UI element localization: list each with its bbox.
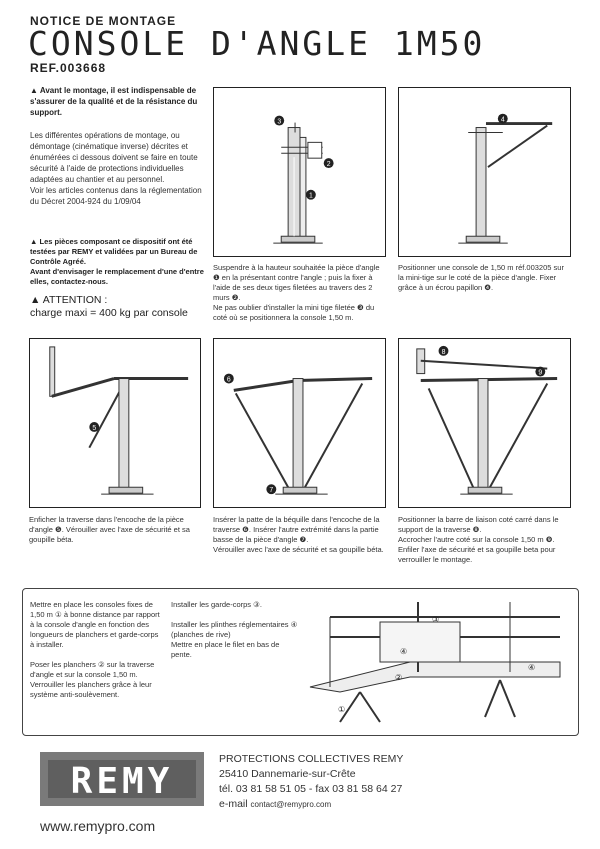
step-3-illustration [29,338,201,508]
step-2-drawing [399,88,570,256]
intro-decree: Voir les articles contenus dans la réglementation du Décret 2004-924 du 1/09/04 [30,186,202,206]
step-4-text: Insérer la patte de la béquille dans l'encoche de la traverse ❻. Insérer l'autre extrémité dans la partie basse de la pièce d'angle ❼. [213,515,380,544]
label-console: ① [338,705,346,714]
intro-paragraph: Les différentes opérations de montage, ou démontage (cinématique inverse) décrites et énumérées ci dessous doivent se faire en toute sécurité à l'aide de protections individuelles adaptées au chantier et au personnel. [30,131,198,184]
intro-text [30,130,206,207]
step-3-caption: Enficher la traverse dans l'encoche de la pièce d'angle ❺. Vérouiller avec l'axe de sécurité et sa goupille béta. [29,515,190,544]
badge-4: 4 [500,116,505,124]
label-plinthe-top: ④ [400,647,408,656]
step-5-illustration [398,338,571,508]
badge-7: 7 [269,487,274,495]
step-1-text-2: Ne pas oublier d'installer la mini tige filetée ❸ du coté où se positionnera la console 1,50 m. [213,303,375,322]
step-4-text-2: Vérouiller avec l'axe de sécurité et sa goupille béta. [213,545,384,554]
step-3-drawing [30,339,200,507]
label-garde-corps: ③ [432,615,440,624]
page-title: CONSOLE D'ANGLE 1M50 [28,24,486,63]
step-1-illustration [213,87,386,257]
step-5-drawing [399,339,570,507]
final-step-consoles: Mettre en place les consoles fixes de 1,50 m ① à bonne distance par rapport à la console d'angle en fonction des longueurs de planchers et garde-corps à installer. [30,600,160,649]
remy-logo [40,752,204,806]
final-step-garde-corps: Installer les garde-corps ③. [171,600,262,609]
company-phone: tél. 03 81 58 51 05 - fax 03 81 58 64 27 [219,783,403,795]
warning-tested-text: ▲ Les pièces composant ce dispositif ont été testées par REMY et validées par un Bureau de Contrôle Agréé. [30,237,198,266]
reference-number: REF.003668 [30,61,107,75]
badge-6: 6 [226,376,231,384]
step-1-caption [213,263,386,323]
logo-drawing [40,752,204,806]
final-step-planchers: Poser les planchers ② sur la traverse d'angle et sur la console 1,50 m. [30,660,155,679]
email-label: e-mail [219,798,248,810]
final-steps-column-1 [30,600,164,700]
badge-3: 3 [277,118,282,126]
step-5-caption [398,515,573,565]
step-2-illustration [398,87,571,257]
final-assembly-illustration [300,592,576,732]
notice-label: NOTICE DE MONTAGE [30,14,177,28]
attention-charge: charge maxi = 400 kg par console [30,307,188,319]
step-1-drawing [214,88,385,256]
step-1-text: Suspendre à la hauteur souhaitée la pièce d'angle ❶ en la présentant contre l'angle ; puis la fixer à l'aide de ses deux tiges filetées au travers des 2 murs ❷. [213,263,380,302]
badge-1: 1 [308,192,313,200]
final-step-plinthes: Installer les plinthes réglementaires ④ (planches de rive) [171,620,298,639]
warning-before-assembly: ▲ Avant le montage, il est indispensable de s'assurer de la qualité et de la résistance du support. [30,86,198,117]
warning-contact-text: Avant d'envisager le remplacement d'une d'entre elles, contactez-nous. [30,267,204,286]
logo-text: REMY [70,761,174,802]
warning-tested-parts [30,237,206,287]
company-address: 25410 Dannemarie-sur-Crête [219,768,356,780]
company-name: PROTECTIONS COLLECTIVES REMY [219,753,404,765]
badge-8: 8 [441,348,446,356]
email-link[interactable]: contact@remypro.com [250,800,332,809]
step-4-caption [213,515,386,555]
final-steps-column-2 [171,600,301,660]
attention-block [30,294,188,320]
final-assembly-drawing [300,592,576,732]
final-step-filet: Mettre en place le filet en bas de pente. [171,640,280,659]
badge-5: 5 [92,424,97,432]
step-5-text-2: Accrocher l'autre coté sur la console 1,50 m ❾. Enfiler l'axe de sécurité et sa goupille beta pour verrouiller le montage. [398,535,556,564]
badge-9: 9 [538,369,543,377]
company-info [219,752,403,812]
step-4-drawing [214,339,385,507]
badge-2: 2 [326,161,331,169]
label-plancher: ② [395,673,403,682]
final-step-verrouiller: Verrouiller les planchers grâce à leur système anti-soulèvement. [30,680,152,699]
step-4-illustration [213,338,386,508]
step-2-caption: Positionner une console de 1,50 m réf.003205 sur la mini-tige sur le coté de la pièce d'angle. Fixer grâce à un écrou papillon ❹. [398,263,564,292]
step-5-text: Positionner la barre de liaison coté carré dans le support de la traverse ❽. [398,515,559,534]
label-plinthe-right: ④ [528,663,536,672]
company-email-line [219,797,403,812]
attention-label: ▲ ATTENTION : [30,294,108,306]
website-link[interactable]: www.remypro.com [40,818,156,834]
